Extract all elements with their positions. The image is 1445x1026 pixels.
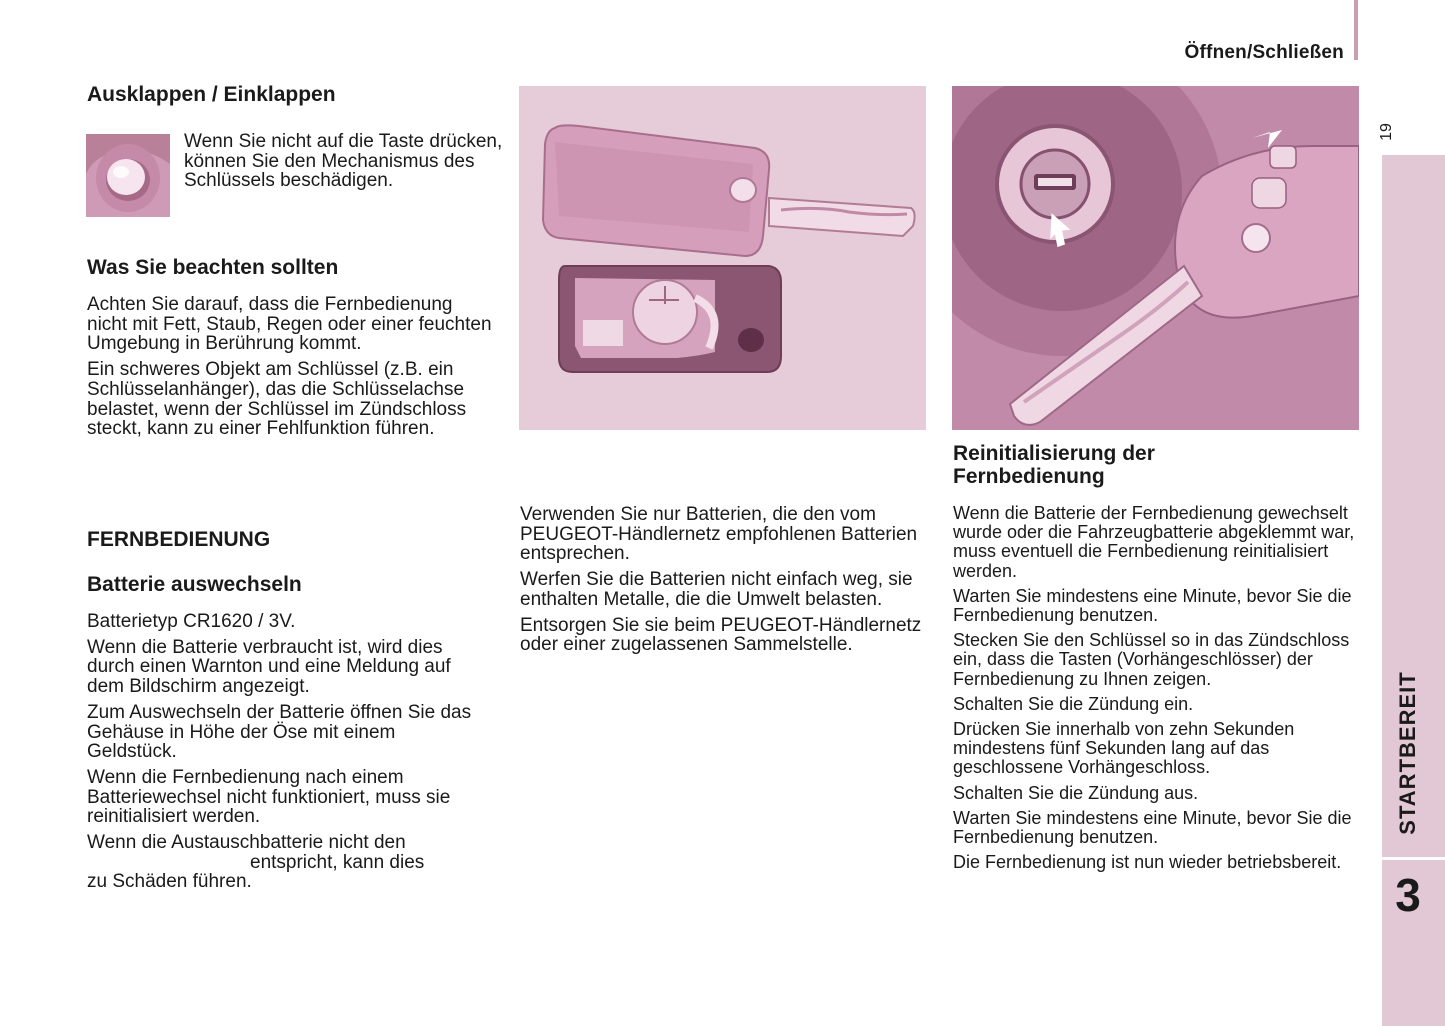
battery-paragraph-2: Wenn die Batterie verbraucht ist, wird dies durch einen Warnton und eine Meldung auf dem Bildschirm angezeigt.	[87, 636, 451, 698]
reinit-paragraph-2: Warten Sie mindestens eine Minute, bevor Sie die Fernbedienung benutzen.	[953, 585, 1352, 626]
reinit-paragraph-4: Schalten Sie die Zündung ein.	[953, 693, 1194, 714]
battery-use-note: Verwenden Sie nur Batterien, die den vom PEUGEOT-Händlernetz empfohlenen Batterien entsprechen.	[520, 504, 918, 565]
note-paragraph-2: Ein schweres Objekt am Schlüssel (z.B. ein Schlüsselanhänger), das die Schlüsselachse belastet, wenn der Schlüssel im Zündschloss steckt, kann zu einer Fehlfunktion führen.	[87, 359, 467, 440]
battery-paragraph-5	[87, 833, 487, 892]
battery-paragraph-3: Zum Auswechseln der Batterie öffnen Sie das Gehäuse in Höhe der Öse mit einem Geldstück.	[87, 701, 472, 763]
section-title: Öffnen/Schließen	[1184, 42, 1344, 63]
chapter-number: 3	[1395, 869, 1421, 921]
page-number: 19	[1378, 123, 1395, 141]
heading-battery: Batterie auswechseln	[87, 573, 302, 596]
open-remote-illustration	[519, 86, 926, 430]
key-button-thumbnail	[86, 134, 170, 217]
header-divider	[1354, 0, 1358, 60]
battery-p5-part-c: zu Schäden führen.	[87, 871, 252, 893]
remote-battery-illustration	[519, 86, 926, 430]
battery-p5-part-a: Wenn die Austauschbatterie nicht den	[87, 832, 406, 854]
reinit-paragraph-5: Drücken Sie innerhalb von zehn Sekunden mindestens fünf Sekunden lang auf das geschlossene Vorhängeschloss.	[953, 719, 1295, 778]
ignition-lock-illustration	[952, 86, 1359, 430]
battery-type: Batterietyp CR1620 / 3V.	[87, 611, 296, 632]
reinit-paragraph-3: Stecken Sie den Schlüssel so in das Zündschloss ein, dass die Tasten (Vorhängeschlösser) der Fernbedienung zu Ihnen zeigen.	[953, 630, 1350, 689]
reinit-paragraph-6: Schalten Sie die Zündung aus.	[953, 782, 1199, 803]
ignition-key-illustration	[952, 86, 1359, 430]
chapter-divider	[1382, 857, 1445, 860]
reinit-paragraph-7: Warten Sie mindestens eine Minute, bevor Sie die Fernbedienung benutzen.	[953, 807, 1352, 848]
heading-remote: FERNBEDIENUNG	[87, 528, 271, 551]
reinit-paragraph-8: Die Fernbedienung ist nun wieder betriebsbereit.	[953, 852, 1342, 873]
chapter-title: STARTBEREIT	[1395, 671, 1420, 835]
fold-warning-text: Wenn Sie nicht auf die Taste drücken, können Sie den Mechanismus des Schlüssels beschädigen.	[184, 131, 503, 192]
note-paragraph-1: Achten Sie darauf, dass die Fernbedienung nicht mit Fett, Staub, Regen oder einer feuchten Umgebung in Berührung kommt.	[87, 294, 492, 355]
reinit-paragraph-1: Wenn die Batterie der Fernbedienung gewechselt wurde oder die Fahrzeugbatterie abgeklemmt war, muss eventuell die Fernbedienung reinitialisiert werden.	[953, 503, 1355, 581]
battery-paragraph-4: Wenn die Fernbedienung nach einem Batteriewechsel nicht funktioniert, muss sie reinitialisiert werden.	[87, 766, 451, 828]
battery-disposal-warning: Werfen Sie die Batterien nicht einfach weg, sie enthalten Metalle, die die Umwelt belasten.	[520, 569, 913, 610]
battery-disposal-location: Entsorgen Sie sie beim PEUGEOT-Händlernetz oder einer zugelassenen Sammelstelle.	[520, 614, 922, 656]
battery-p5-part-b: entspricht, kann dies	[250, 851, 425, 873]
key-button-icon	[86, 134, 170, 217]
heading-fold: Ausklappen / Einklappen	[87, 83, 336, 106]
heading-note: Was Sie beachten sollten	[87, 256, 339, 279]
heading-reinit: Reinitialisierung der Fernbedienung	[953, 442, 1155, 488]
